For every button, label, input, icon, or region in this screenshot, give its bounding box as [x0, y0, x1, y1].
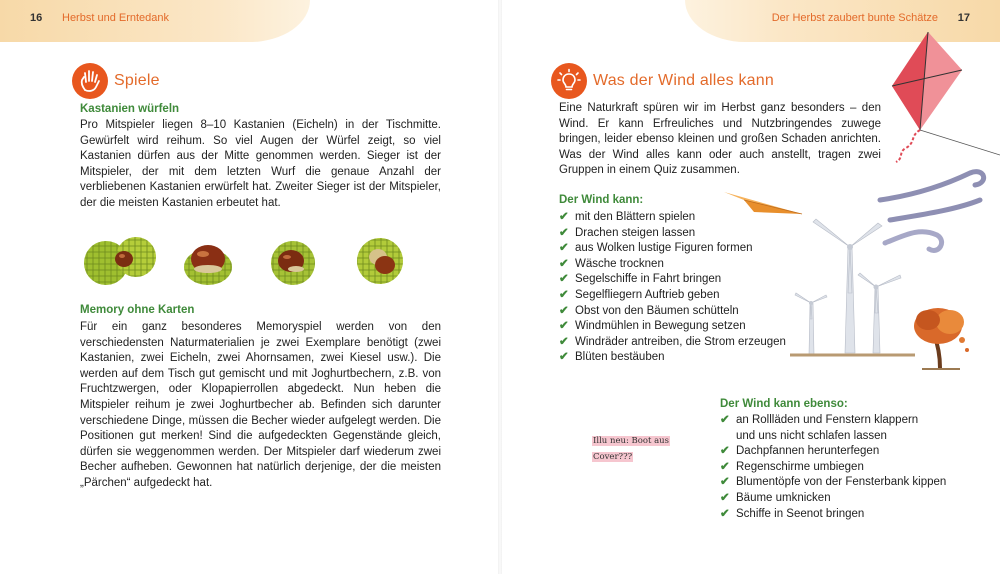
section-title-wind: Was der Wind alles kann: [593, 72, 774, 89]
checkmark-icon: ✔: [720, 445, 730, 458]
editor-note: [592, 433, 677, 465]
page-number-left: 16: [30, 12, 43, 24]
list-item: ✔ Obst von den Bäumen schütteln: [559, 304, 786, 320]
section-heading-wind: [551, 63, 774, 99]
editor-note-line-2: Cover???: [593, 452, 633, 462]
chestnut-illustration-3: [271, 241, 315, 285]
tree-illustration: [910, 300, 972, 370]
list-item: ✔ Drachen steigen lassen: [559, 226, 786, 242]
checkmark-icon: ✔: [720, 476, 730, 489]
wind-intro-text: Eine Naturkraft spüren wir im Herbst ganz besonders – den Wind. Er kann Erfreuliches und Nutzbringendes zuwege bringen, leider ebenso kleinen und großen Schaden anrichten. Was der Wind alles kann oder auch anstellt, tragen zwei Gruppen in einem Quiz zusammen.: [559, 102, 881, 177]
list-item: und uns nicht schlafen lassen: [736, 429, 887, 442]
checkmark-icon: ✔: [559, 335, 569, 348]
list2-title: Der Wind kann ebenso:: [720, 398, 848, 410]
list-item: ✔ Windräder antreiben, die Strom erzeugen: [559, 335, 786, 351]
checkmark-icon: ✔: [559, 211, 569, 223]
checkmark-icon: ✔: [559, 351, 569, 364]
header-title-left: Herbst und Erntedank: [62, 12, 170, 24]
checkmark-icon: ✔: [559, 304, 569, 317]
checkmark-icon: ✔: [559, 273, 569, 286]
list-item: ✔ aus Wolken lustige Figuren formen: [559, 241, 786, 257]
list-item: ✔ mit den Blättern spielen: [559, 210, 786, 226]
list-item: ✔ Wäsche trocknen: [559, 257, 786, 273]
page-number-right: 17: [957, 12, 970, 24]
list-item: ✔ Bäume umknicken: [720, 491, 946, 507]
wind-can-also-list: [720, 413, 946, 522]
list-item: ✔ Blumentöpfe von der Fensterbank kippen: [720, 475, 946, 491]
section-heading-spiele: [72, 63, 160, 99]
checkmark-icon: ✔: [720, 491, 730, 504]
lightbulb-icon: [551, 63, 587, 99]
game-text-memory: Für ein ganz besonderes Memoryspiel werden von den verschiedensten Naturmaterialien je zwei Exemplare benötigt (zwei Kastanien, zwei Eicheln, zwei Ahornsamen, zwei Kiesel usw.). Die werden auf dem Tisch gut gemischt und mit Joghurtbechern, z.B. von Fruchtzwergen, oder Klopapierrollen abgedeckt. Nun heben die Mitspieler reihum je zwei Joghurtbecher ab. Befinden sich darunter verschiedene Dinge, müssen die Becher wieder aufgelegt werden. Die Positionen gut merken! Sind die aufgedeckten Gegenstände gleich, dürfen sie weggenommen werden. Der Mitspieler darf wiederum zwei Becher aufheben. Gewonnen hat natürlich derjenige, der die meisten „Pärchen“ aufgedeckt hat.: [80, 321, 441, 489]
hand-icon: [72, 63, 108, 99]
list-item: ✔ Regenschirme umbiegen: [720, 460, 946, 476]
list-item: ✔ Blüten bestäuben: [559, 350, 786, 366]
chestnut-illustration: [78, 225, 423, 295]
book-gutter: [498, 0, 502, 574]
list-item: ✔ Segelfliegern Auftrieb geben: [559, 288, 786, 304]
list-item: ✔ Schiffe in Seenot bringen: [720, 507, 946, 523]
section-title-spiele: Spiele: [114, 72, 160, 89]
checkmark-icon: ✔: [720, 460, 730, 473]
list-item: ✔ Windmühlen in Bewegung setzen: [559, 319, 786, 335]
list-item: ✔ Segelschiffe in Fahrt bringen: [559, 272, 786, 288]
checkmark-icon: ✔: [720, 507, 730, 520]
kite-illustration: [858, 30, 1000, 165]
checkmark-icon: ✔: [559, 226, 569, 239]
wind-can-list: [559, 210, 786, 366]
list1-title: Der Wind kann:: [559, 194, 644, 206]
header-title-right: Der Herbst zaubert bunte Schätze: [771, 12, 938, 24]
wind-turbine-illustration: [790, 215, 915, 360]
checkmark-icon: ✔: [720, 414, 730, 426]
list-item: ✔ an Rollläden und Fenstern klappern: [720, 413, 946, 429]
checkmark-icon: ✔: [559, 288, 569, 301]
checkmark-icon: ✔: [559, 320, 569, 333]
game-title-memory: Memory ohne Karten: [80, 304, 195, 316]
list-item: ✔ Dachpfannen herunterfegen: [720, 444, 946, 460]
checkmark-icon: ✔: [559, 242, 569, 255]
editor-note-line-1: Illu neu: Boot aus: [593, 436, 670, 446]
game-title-kastanien: Kastanien würfeln: [80, 103, 180, 115]
chestnut-illustration-4: [357, 238, 403, 284]
chestnut-illustration-1: [84, 237, 156, 285]
game-text-kastanien: Pro Mitspieler liegen 8–10 Kastanien (Eicheln) in der Tischmitte. Gewürfelt wird reihum. So viel Augen der Würfel zeigt, so viel Kastanien dürfen aus der Mitte genommen werden. Sieger ist der Mitspieler, der mit dem letzten Wurf die genaue Anzahl der verbliebenen Kastanien erwürfelt hat. Zweiter Sieger ist der Mitspieler, der die meisten Kastanien erbeutet hat.: [80, 119, 441, 209]
checkmark-icon: ✔: [559, 257, 569, 270]
chestnut-illustration-2: [184, 245, 232, 285]
